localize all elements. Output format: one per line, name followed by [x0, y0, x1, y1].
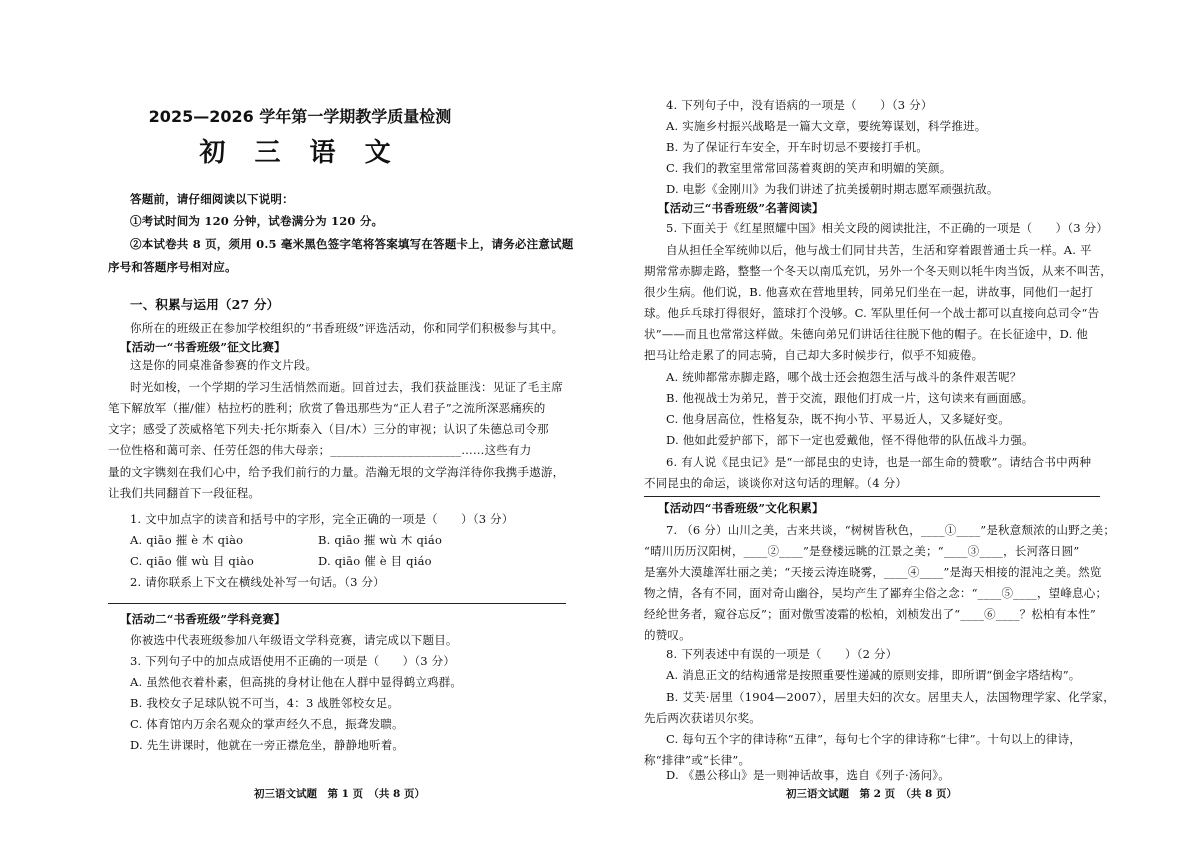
q8-option-d: D. 《愚公移山》是一则神话故事，选自《列子·汤问》。 — [666, 768, 950, 782]
reading-passage-line: 很少生病。他们说，B. 他喜欢在营地里转，同弟兄们坐在一起，讲故事，同他们一起打 — [644, 285, 1094, 299]
page-2 — [600, 0, 1200, 848]
q8-option-b-cont: 先后两次获诺贝尔奖。 — [644, 711, 761, 725]
question-7: 7. （6 分）山川之美，古来共谈，“树树皆秋色，____①____”是秋意颓浓的山野之美； — [666, 523, 1116, 537]
instruction-2-cont: 序号和答题序号相对应。 — [108, 260, 237, 274]
q3-option-a: A. 虽然他衣着朴素，但高挑的身材让他在人群中显得鹤立鸡群。 — [130, 675, 463, 689]
q4-option-c: C. 我们的教室里常常回荡着爽朗的笑声和明媚的笑颜。 — [666, 161, 952, 175]
instruction-2: ②本试卷共 8 页，须用 0.5 毫米黑色签字笔将答案填写在答题卡上，请务必注意试题 — [130, 237, 574, 251]
reading-passage-line: 期常常赤脚走路，整整一个冬天以南瓜充饥，另外一个冬天则以牦牛肉当饭，从来不叫苦， — [644, 264, 1112, 278]
q4-option-d: D. 电影《金刚川》为我们讲述了抗美援朝时期志愿军顽强抗敌。 — [666, 182, 999, 196]
passage-line: 让我们共同翻首下一段征程。 — [108, 486, 261, 500]
passage-line: 笔下解放军（摧/催）枯拉朽的胜利；欣赏了鲁迅那些为“正人君子”之流所深恶痛疾的 — [108, 401, 546, 415]
q1-option-b: B. qiāo 摧 wù 木 qiáo — [318, 533, 443, 547]
q8-option-c-cont: 称“排律”或“长律”。 — [644, 753, 751, 767]
passage-line: 文字；感受了茨威格笔下列夫·托尔斯泰入（目/木）三分的审视；认识了朱德总司令那 — [108, 422, 549, 436]
question-6: 6. 有人说《昆虫记》是“一部昆虫的史诗，也是一部生命的赞歌”。请结合书中两种 — [666, 455, 1092, 469]
q3-option-b: B. 我校女子足球队锐不可当，4：3 战胜邻校女足。 — [130, 696, 400, 710]
question-7-line: 的赞叹。 — [644, 628, 691, 642]
q5-option-b: B. 他视战士为弟兄，普于交流，跟他们打成一片，这句读来有画面感。 — [666, 391, 1034, 405]
reading-passage-line: 自从担任全军统帅以后，他与战士们同甘共苦，生活和穿着跟普通士兵一样。A. 平 — [666, 243, 1092, 257]
q8-option-a: A. 消息正文的结构通常是按照重要性递减的原则安排，即所谓“倒金字塔结构”。 — [666, 668, 1081, 682]
instructions-heading: 答题前，请仔细阅读以下说明： — [130, 192, 294, 206]
q1-option-a: A. qiāo 摧 è 木 qiào — [130, 533, 244, 547]
question-4: 4. 下列句子中，没有语病的一项是（ ）（3 分） — [666, 98, 933, 112]
exam-title: 2025—2026 学年第一学期教学质量检测 — [148, 107, 452, 126]
reading-passage-line: 把马让给走累了的同志骑，自己却大多时候步行，似乎不知疲倦。 — [644, 348, 984, 362]
q3-option-d: D. 先生讲课时，他就在一旁正襟危坐，静静地听着。 — [130, 738, 405, 752]
divider — [644, 496, 1100, 497]
q4-option-a: A. 实施乡村振兴战略是一篇大文章，要统筹谋划，科学推进。 — [666, 119, 987, 133]
activity3-title: 【活动三“书香班级”名著阅读】 — [658, 201, 824, 215]
question-7-line: “晴川历历汉阳树，____②____”是登楼远眺的江景之美；“____③____，长河落日圆” — [644, 544, 1080, 558]
q1-option-c: C. qiāo 催 wù 目 qiào — [130, 554, 255, 568]
instruction-1: ①考试时间为 120 分钟，试卷满分为 120 分。 — [130, 214, 384, 228]
passage-line: 一位性格和蔼可亲、任劳任怨的伟大母亲；______________________……这些有力 — [108, 443, 532, 457]
page-footer: 初三语文试题 第 1 页 （共 8 页） — [254, 788, 425, 800]
question-3: 3. 下列句子中的加点成语使用不正确的一项是（ ）（3 分） — [130, 654, 456, 668]
activity1-title: 【活动一“书香班级”征文比赛】 — [120, 340, 286, 354]
q1-option-d: D. qiāo 催 è 目 qiáo — [318, 554, 432, 568]
section1-title: 一、积累与运用（27 分） — [130, 297, 280, 312]
q3-option-c: C. 体育馆内万余名观众的掌声经久不息，振聋发聩。 — [130, 717, 404, 731]
question-8: 8. 下列表述中有误的一项是（ ）（2 分） — [666, 647, 898, 661]
activity2-intro: 你被选中代表班级参加八年级语文学科竞赛，请完成以下题目。 — [130, 633, 458, 647]
question-1: 1. 文中加点字的读音和括号中的字形，完全正确的一项是（ ）（3 分） — [130, 512, 514, 526]
section1-intro: 你所在的班级正在参加学校组织的“书香班级”评选活动，你和同学们积极参与其中。 — [130, 321, 564, 335]
passage-line: 时光如梭，一个学期的学习生活悄然而逝。回首过去，我们获益匪浅：见证了毛主席 — [130, 380, 563, 394]
subject-title: 初 三 语 文 — [199, 138, 401, 168]
reading-passage-line: 状”——而且也常常这样做。朱德向弟兄们讲话往往脱下他的帽子。在长征途中，D. 他 — [644, 327, 1088, 341]
q5-option-d: D. 他如此爱护部下，部下一定也爱戴他，怪不得他带的队伍战斗力强。 — [666, 433, 1034, 447]
question-7-line: 经纶世务者，窥谷忘反”；面对傲雪凌霜的松柏，刘桢发出了“____⑥____？松柏有本性” — [644, 607, 1096, 621]
activity4-title: 【活动四“书香班级”文化积累】 — [658, 501, 824, 515]
passage-line: 量的文字镌刻在我们心中，给予我们前行的力量。浩瀚无垠的文学海洋待你我携手遨游， — [108, 465, 565, 479]
question-5: 5. 下面关于《红星照耀中国》相关文段的阅读批注，不正确的一项是（ ）（3 分） — [666, 221, 1109, 235]
question-2: 2. 请你联系上下文在横线处补写一句话。（3 分） — [130, 575, 385, 589]
activity2-title: 【活动二“书香班级”学科竞赛】 — [120, 612, 286, 626]
activity1-intro: 这是你的同桌准备参赛的作文片段。 — [130, 358, 318, 372]
q5-option-a: A. 统帅都常赤脚走路，哪个战士还会抱怨生活与战斗的条件艰苦呢？ — [666, 370, 1022, 384]
question-6-cont: 不同昆虫的命运，谈谈你对这句话的理解。（4 分） — [644, 476, 908, 490]
question-7-line: 是塞外大漠雄浑壮丽之美；“天接云涛连晓雾，____④____”是海天相接的混沌之美。然览 — [644, 565, 1102, 579]
page-footer: 初三语文试题 第 2 页 （共 8 页） — [786, 788, 957, 800]
q8-option-b: B. 艾芙·居里（1904—2007），居里夫妇的次女。居里夫人，法国物理学家、化学家， — [666, 690, 1115, 704]
q4-option-b: B. 为了保证行车安全，开车时切忌不要接打手机。 — [666, 140, 929, 154]
q8-option-c: C. 每句五个字的律诗称“五律”，每句七个字的律诗称“七律”。十句以上的律诗， — [666, 732, 1082, 746]
reading-passage-line: 球。他乒乓球打得很好，篮球打个没够。C. 军队里任何一个战士都可以直接向总司令“告 — [644, 306, 1100, 320]
divider — [108, 603, 566, 604]
q5-option-c: C. 他身居高位，性格复杂，既不拘小节、平易近人，又多疑好变。 — [666, 412, 1010, 426]
question-7-line: 物之情，各有不同，面对奇山幽谷，吴均产生了鄙弃尘俗之念：“____⑤____，望峰息心； — [644, 586, 1108, 600]
